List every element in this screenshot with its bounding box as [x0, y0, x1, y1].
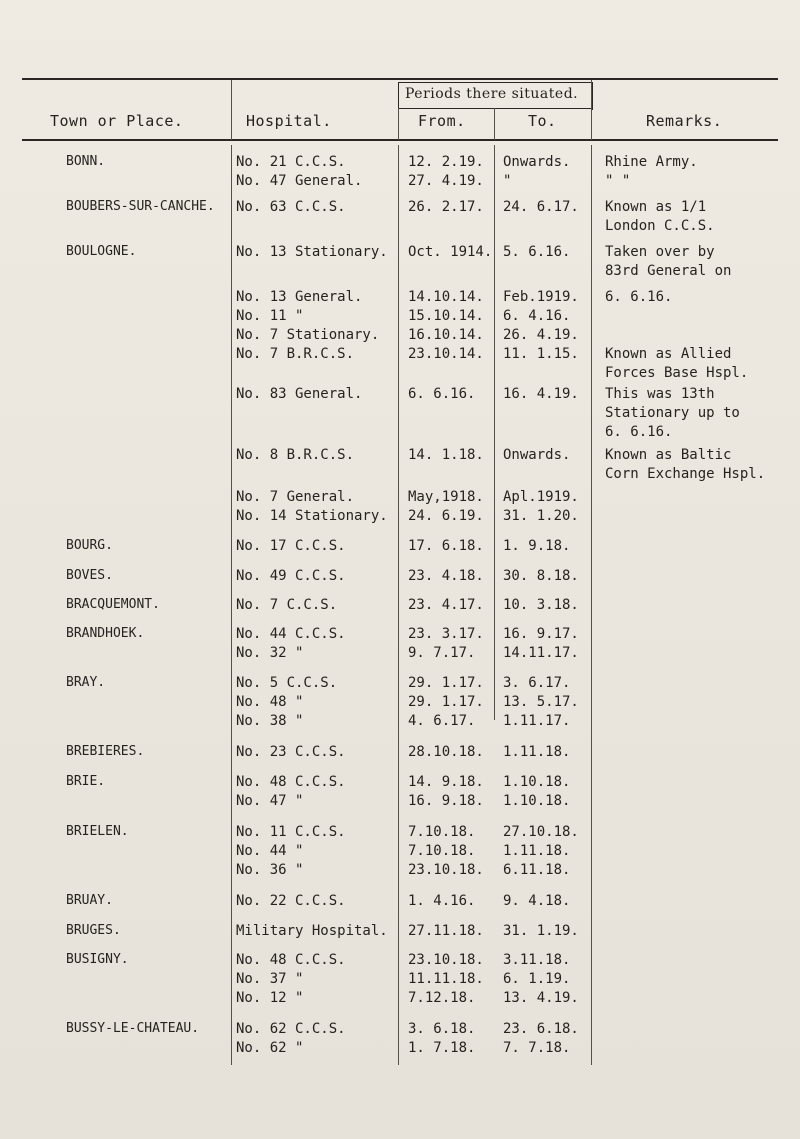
cell-to: 11. 1.15.	[503, 346, 579, 362]
header-hospital: Hospital.	[246, 112, 332, 130]
cell-hosp: No. 23 C.C.S.	[236, 744, 346, 760]
cell-from: Oct. 1914.	[408, 244, 493, 260]
table-row	[0, 445, 800, 465]
cell-from: 1. 4.16.	[408, 893, 476, 909]
table-row	[0, 487, 800, 507]
cell-from: 28.10.18.	[408, 744, 484, 760]
cell-to: "	[503, 173, 512, 189]
cell-to: 1. 9.18.	[503, 538, 571, 554]
cell-from: 15.10.14.	[408, 308, 484, 324]
cell-from: 6. 6.16.	[408, 386, 476, 402]
cell-hosp: No. 11 C.C.S.	[236, 824, 346, 840]
cell-town: BRUGES.	[66, 923, 121, 938]
cell-hosp: No. 12 "	[236, 990, 304, 1006]
cell-from: 7.10.18.	[408, 824, 476, 840]
cell-hosp: No. 22 C.C.S.	[236, 893, 346, 909]
header-town: Town or Place.	[50, 112, 184, 130]
cell-rem: London C.C.S.	[605, 218, 715, 234]
cell-rem: Known as Baltic	[605, 447, 732, 463]
table-row	[0, 1038, 800, 1058]
table-row	[0, 464, 800, 484]
periods-rule	[398, 108, 592, 109]
cell-from: 23.10.18.	[408, 862, 484, 878]
table-row	[0, 422, 800, 442]
cell-hosp: No. 5 C.C.S.	[236, 675, 338, 691]
cell-hosp: No. 62 C.C.S.	[236, 1021, 346, 1037]
cell-from: 26. 2.17.	[408, 199, 484, 215]
cell-to: 6. 1.19.	[503, 971, 571, 987]
cell-from: 17. 6.18.	[408, 538, 484, 554]
table-row	[0, 624, 800, 644]
cell-to: 1.11.18.	[503, 744, 571, 760]
column-rule	[398, 108, 399, 140]
cell-from: 29. 1.17.	[408, 694, 484, 710]
cell-town: BRANDHOEK.	[66, 626, 145, 641]
table-row	[0, 841, 800, 861]
cell-to: 1.10.18.	[503, 793, 571, 809]
cell-from: 27. 4.19.	[408, 173, 484, 189]
cell-to: 6. 4.16.	[503, 308, 571, 324]
cell-from: 14. 1.18.	[408, 447, 484, 463]
cell-to: 26. 4.19.	[503, 327, 579, 343]
cell-to: Onwards.	[503, 447, 571, 463]
table-row	[0, 363, 800, 383]
table-row	[0, 171, 800, 191]
cell-town: BRACQUEMONT.	[66, 597, 160, 612]
cell-from: 29. 1.17.	[408, 675, 484, 691]
cell-hosp: No. 49 C.C.S.	[236, 568, 346, 584]
cell-hosp: No. 36 "	[236, 862, 304, 878]
table-row	[0, 921, 800, 941]
cell-from: 23.10.18.	[408, 952, 484, 968]
table-row	[0, 287, 800, 307]
cell-from: 16. 9.18.	[408, 793, 484, 809]
cell-from: 23. 4.18.	[408, 568, 484, 584]
table-row	[0, 969, 800, 989]
cell-to: 30. 8.18.	[503, 568, 579, 584]
cell-to: 16. 9.17.	[503, 626, 579, 642]
cell-to: 31. 1.20.	[503, 508, 579, 524]
header-from: From.	[418, 112, 466, 130]
table-row	[0, 152, 800, 172]
cell-from: 16.10.14.	[408, 327, 484, 343]
table-row	[0, 197, 800, 217]
cell-to: 10. 3.18.	[503, 597, 579, 613]
cell-town: BRIELEN.	[66, 824, 129, 839]
cell-hosp: No. 47 General.	[236, 173, 363, 189]
cell-rem: This was 13th	[605, 386, 715, 402]
cell-to: 27.10.18.	[503, 824, 579, 840]
cell-from: 23. 4.17.	[408, 597, 484, 613]
cell-hosp: No. 63 C.C.S.	[236, 199, 346, 215]
cell-to: 6.11.18.	[503, 862, 571, 878]
table-row	[0, 950, 800, 970]
cell-from: 27.11.18.	[408, 923, 484, 939]
cell-hosp: No. 13 General.	[236, 289, 363, 305]
cell-from: 23. 3.17.	[408, 626, 484, 642]
cell-hosp: No. 11 "	[236, 308, 304, 324]
cell-town: BOURG.	[66, 538, 113, 553]
cell-to: 7. 7.18.	[503, 1040, 571, 1056]
table-row	[0, 306, 800, 326]
cell-hosp: No. 14 Stationary.	[236, 508, 388, 524]
cell-to: 1.10.18.	[503, 774, 571, 790]
cell-to: 24. 6.17.	[503, 199, 579, 215]
cell-town: BRAY.	[66, 675, 106, 690]
table-row	[0, 711, 800, 731]
cell-rem: Forces Base Hspl.	[605, 365, 749, 381]
table-row	[0, 742, 800, 762]
cell-hosp: No. 48 C.C.S.	[236, 952, 346, 968]
cell-to: 9. 4.18.	[503, 893, 571, 909]
cell-from: 14.10.14.	[408, 289, 484, 305]
cell-from: 23.10.14.	[408, 346, 484, 362]
cell-rem: 6. 6.16.	[605, 424, 673, 440]
cell-rem: 6. 6.16.	[605, 289, 673, 305]
cell-hosp: No. 47 "	[236, 793, 304, 809]
cell-to: 1.11.18.	[503, 843, 571, 859]
cell-to: 1.11.17.	[503, 713, 571, 729]
cell-hosp: No. 7 C.C.S.	[236, 597, 338, 613]
cell-from: 12. 2.19.	[408, 154, 484, 170]
cell-from: 4. 6.17.	[408, 713, 476, 729]
cell-rem: Known as 1/1	[605, 199, 707, 215]
cell-from: 3. 6.18.	[408, 1021, 476, 1037]
table-row	[0, 673, 800, 693]
cell-from: 9. 7.17.	[408, 645, 476, 661]
table-row	[0, 344, 800, 364]
cell-to: 13. 5.17.	[503, 694, 579, 710]
cell-to: 16. 4.19.	[503, 386, 579, 402]
cell-rem: Stationary up to	[605, 405, 740, 421]
table-row	[0, 595, 800, 615]
cell-from: 1. 7.18.	[408, 1040, 476, 1056]
table-row	[0, 860, 800, 880]
cell-town: BONN.	[66, 154, 106, 169]
cell-hosp: No. 44 C.C.S.	[236, 626, 346, 642]
cell-town: BOULOGNE.	[66, 244, 137, 259]
cell-from: 14. 9.18.	[408, 774, 484, 790]
cell-to: Onwards.	[503, 154, 571, 170]
column-rule	[591, 80, 592, 140]
cell-hosp: No. 13 Stationary.	[236, 244, 388, 260]
header-remarks: Remarks.	[646, 112, 723, 130]
cell-to: 23. 6.18.	[503, 1021, 579, 1037]
cell-to: 3. 6.17.	[503, 675, 571, 691]
header-periods: Periods there situated.	[405, 86, 579, 102]
table-row	[0, 216, 800, 236]
cell-rem: 83rd General on	[605, 263, 732, 279]
cell-town: BREBIERES.	[66, 744, 145, 759]
cell-hosp: No. 32 "	[236, 645, 304, 661]
top-rule	[22, 78, 778, 80]
cell-to: 14.11.17.	[503, 645, 579, 661]
cell-rem: Rhine Army.	[605, 154, 698, 170]
cell-hosp: No. 62 "	[236, 1040, 304, 1056]
cell-to: 13. 4.19.	[503, 990, 579, 1006]
cell-town: BUSSY-LE-CHATEAU.	[66, 1021, 200, 1036]
cell-hosp: No. 48 "	[236, 694, 304, 710]
cell-to: 31. 1.19.	[503, 923, 579, 939]
cell-town: BOVES.	[66, 568, 113, 583]
cell-hosp: No. 37 "	[236, 971, 304, 987]
cell-from: 24. 6.19.	[408, 508, 484, 524]
table-row	[0, 325, 800, 345]
cell-town: BRUAY.	[66, 893, 113, 908]
table-row	[0, 692, 800, 712]
cell-from: 11.11.18.	[408, 971, 484, 987]
cell-town: BOUBERS-SUR-CANCHE.	[66, 199, 215, 214]
cell-to: 3.11.18.	[503, 952, 571, 968]
cell-hosp: No. 8 B.R.C.S.	[236, 447, 355, 463]
cell-rem: Corn Exchange Hspl.	[605, 466, 766, 482]
cell-hosp: No. 38 "	[236, 713, 304, 729]
cell-hosp: No. 17 C.C.S.	[236, 538, 346, 554]
table-row	[0, 988, 800, 1008]
cell-hosp: No. 21 C.C.S.	[236, 154, 346, 170]
table-row	[0, 791, 800, 811]
column-rule	[231, 80, 232, 140]
cell-rem: Taken over by	[605, 244, 715, 260]
header-bottom-rule	[22, 139, 778, 141]
cell-hosp: No. 7 General.	[236, 489, 355, 505]
cell-town: BUSIGNY.	[66, 952, 129, 967]
table-row	[0, 643, 800, 663]
header-to: To.	[528, 112, 557, 130]
cell-hosp: No. 7 Stationary.	[236, 327, 380, 343]
cell-town: BRIE.	[66, 774, 106, 789]
cell-hosp: No. 83 General.	[236, 386, 363, 402]
cell-to: Apl.1919.	[503, 489, 579, 505]
cell-from: 7.12.18.	[408, 990, 476, 1006]
table-row	[0, 403, 800, 423]
table-row	[0, 772, 800, 792]
column-rule	[494, 108, 495, 140]
cell-from: May,1918.	[408, 489, 484, 505]
cell-rem: Known as Allied	[605, 346, 732, 362]
table-row	[0, 1019, 800, 1039]
table-row	[0, 384, 800, 404]
cell-rem: " "	[605, 173, 631, 189]
table-row	[0, 891, 800, 911]
cell-from: 7.10.18.	[408, 843, 476, 859]
table-row	[0, 261, 800, 281]
cell-to: 5. 6.16.	[503, 244, 571, 260]
table-row	[0, 822, 800, 842]
table-row	[0, 506, 800, 526]
cell-hosp: No. 44 "	[236, 843, 304, 859]
table-row	[0, 566, 800, 586]
cell-hosp: No. 7 B.R.C.S.	[236, 346, 355, 362]
cell-hosp: No. 48 C.C.S.	[236, 774, 346, 790]
cell-to: Feb.1919.	[503, 289, 579, 305]
cell-hosp: Military Hospital.	[236, 923, 388, 939]
table-row	[0, 242, 800, 262]
table-row	[0, 536, 800, 556]
